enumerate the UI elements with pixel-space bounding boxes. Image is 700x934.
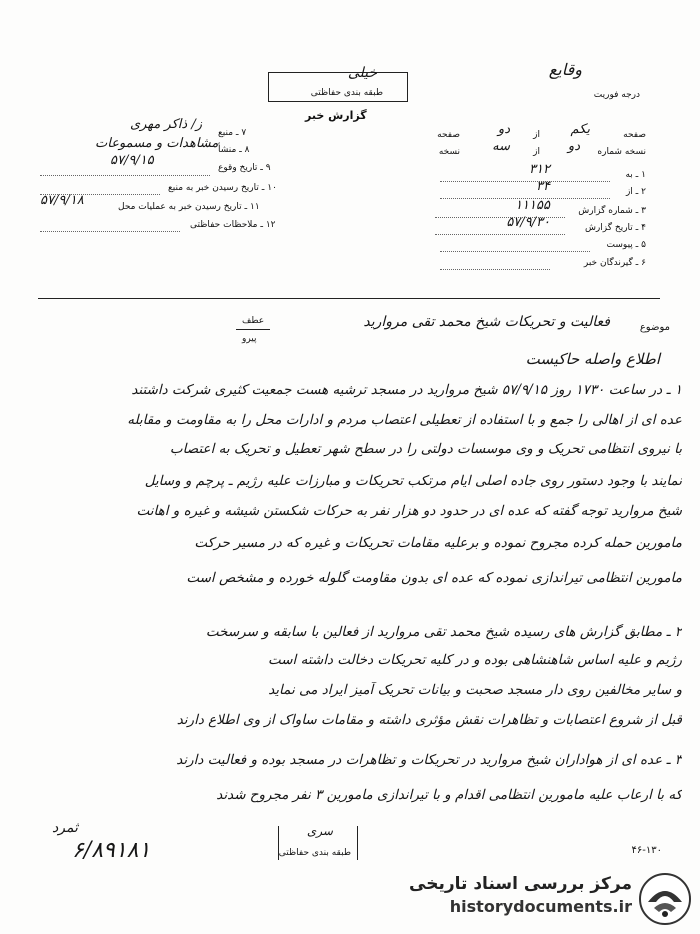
received-ops-label: ۱۱ ـ تاریخ رسیدن خبر به عملیات محل: [118, 202, 260, 212]
field-to-label: ۱ ـ به: [625, 170, 646, 180]
occurrence-date-value: ۵۷/۹/۱۵: [110, 153, 154, 168]
body-line: شیخ مروارید توجه گفته که عده ای در حدود دو هزار نفر به حرکات شکستن شیشه و غیره و اهانت: [136, 503, 682, 519]
subject-value: فعالیت و تحریکات شیخ محمد تقی مروارید: [363, 314, 610, 330]
classification-bottom-value: سری: [306, 824, 333, 838]
body-closing: ثمرد: [52, 820, 78, 836]
priority-label: درجه فوریت: [593, 90, 640, 100]
page-word: صفحه: [437, 130, 460, 140]
body-line: قبل از شروع اعتصابات و تظاهرات نقش مؤثری داشته و مقامات ساواک از وی اطلاع دارند: [176, 712, 682, 728]
copy-label: نسخه شماره: [597, 147, 646, 157]
body-line: عده ای از اهالی را جمع و با استفاده از تعطیلی اعتصاب مردم و ادارات محل را به مقاومت و مقابله: [127, 412, 682, 428]
body-line: ۱ ـ در ساعت ۱۷۳۰ روز ۵۷/۹/۱۵ شیخ مروارید در مسجد ترشیه هست جمعیت کثیری شرکت داشتند: [131, 382, 682, 398]
page-from: از: [533, 130, 540, 140]
report-date-line: [435, 234, 565, 235]
report-number-label: ۳ ـ شماره گزارش: [578, 206, 646, 216]
security-notes-label: ۱۲ ـ ملاحظات حفاظتی: [190, 220, 276, 230]
priority-value: وقایع: [548, 60, 582, 79]
subject-label: موضوع: [639, 322, 670, 333]
classification-top-label: طبقه بندی حفاظتی: [310, 88, 383, 98]
classification-top-value: خیلی: [347, 65, 377, 81]
attachment-line: [440, 251, 590, 252]
security-notes-line: [40, 231, 180, 232]
field-from-label: ۲ ـ از: [625, 187, 646, 197]
form-code: ۴۶-۱۳۰: [631, 845, 662, 856]
occurrence-date-label: ۹ ـ تاریخ وقوع: [218, 163, 271, 173]
copy-word: نسخه: [438, 147, 460, 157]
copy-value: دو: [567, 139, 580, 154]
body-line: که با ارعاب علیه مامورین انتظامی اقدام و با تیراندازی مامورین ۳ نفر مجروح شدند: [216, 787, 682, 803]
body-line: مامورین حمله کرده مجروح نموده و برعلیه مقامات تحریکات و غیره که در مسیر حرکت: [194, 535, 682, 551]
attachment-label: ۵ ـ پیوست: [606, 240, 646, 250]
handwritten-number: ۶/۸۹۱۸۱: [72, 838, 151, 863]
body-line: نمایند با وجود دستور روی جاده اصلی ایام مرتکب تحریکات و مبارزات علیه رژیم ـ پرچم و وسایل: [144, 473, 682, 489]
field-from-value: ۳۴: [536, 179, 550, 194]
body-line: ۳ ـ عده ای از هواداران شیخ مروارید در تحریکات و تظاهرات در مسجد بوده و فعالیت دارند: [176, 752, 682, 768]
copy-from: از: [533, 147, 540, 157]
report-date-label: ۴ ـ تاریخ گزارش: [584, 223, 646, 233]
classification-stamp-bottom: [278, 826, 358, 860]
body-line: مامورین انتظامی تیراندازی نموده که عده ای بدون مقاومت گلوله خورده و مشخص است: [186, 570, 682, 586]
page-label: صفحه: [623, 130, 646, 140]
body-line: و سایر مخالفین روی دار مسجد صحبت و بیانات تحریک آمیز ایراد می نماید: [268, 682, 682, 698]
header-divider: [38, 298, 660, 299]
watermark-logo-icon: [638, 872, 692, 926]
copy-total: سه: [492, 139, 510, 154]
field-to-line: [440, 181, 610, 182]
form-title: گزارش خبر: [305, 109, 367, 122]
source-value: ز/ ذاکر مهری: [130, 117, 202, 132]
classification-bottom-label: طبقه بندی حفاظتی: [278, 848, 351, 858]
field-to-value: ۳۱۲: [529, 162, 550, 177]
body-line: با نیروی انتظامی تحریک و وی موسسات دولتی را در سطح شهر تعطیل و تحریک به اعتصاب: [169, 441, 682, 457]
watermark-url: historydocuments.ir: [449, 897, 632, 916]
atf-divider: [236, 329, 270, 330]
origin-label: ۸ ـ منشأ: [218, 145, 250, 155]
received-ops-value: ۵۷/۹/۱۸: [40, 193, 84, 208]
peyro-label: پیرو: [242, 334, 257, 344]
recipients-label: ۶ ـ گیرندگان خبر: [583, 258, 646, 268]
watermark-title: مرکز بررسی اسناد تاریخی: [409, 874, 632, 894]
occurrence-date-line: [40, 175, 210, 176]
body-intro: اطلاع واصله حاکیست: [525, 350, 660, 368]
page-value: یکم: [570, 122, 590, 137]
origin-value: مشاهدات و مسموعات: [95, 136, 219, 151]
classification-stamp-top: [268, 65, 408, 102]
body-line: رژیم و علیه اساس شاهنشاهی بوده و در کلیه تحریکات دخالت داشته است: [267, 652, 682, 668]
report-number-value: ۱۱۱۵۵: [515, 198, 550, 213]
report-date-value: ۵۷/۹/۳۰: [506, 215, 550, 230]
atf-label: عطف: [242, 316, 265, 326]
page-total: دو: [497, 122, 510, 137]
body-line: ۲ ـ مطابق گزارش های رسیده شیخ محمد تقی مروارید از فعالین با سابقه و سرسخت: [205, 624, 682, 640]
source-label: ۷ ـ منبع: [218, 128, 247, 138]
recipients-line: [440, 269, 550, 270]
received-source-label: ۱۰ ـ تاریخ رسیدن خبر به منبع: [168, 183, 277, 193]
